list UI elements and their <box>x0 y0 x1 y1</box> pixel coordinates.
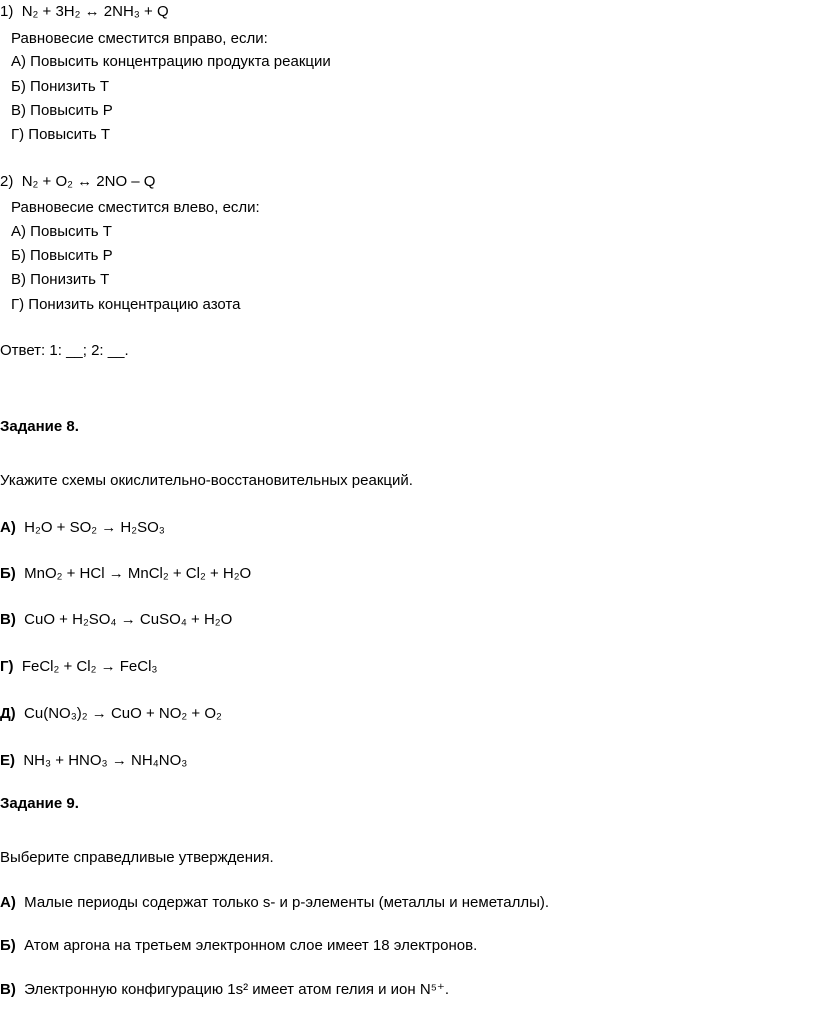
question-1-prompt: Равновесие сместится вправо, если: <box>11 30 268 47</box>
task-9-item-b <box>0 938 477 953</box>
task-8-title: Задание 8. <box>0 418 79 435</box>
answer-line: Ответ: 1: __; 2: __. <box>0 342 129 359</box>
task-8-item-f <box>0 753 187 768</box>
task-9-item-text: Электронную конфигурацию 1s² имеет атом гелия и ион N⁵⁺. <box>24 981 449 998</box>
task-8-item-text: MnO₂ + HCl → MnCl₂ + Cl₂ + H₂O <box>24 565 252 582</box>
question-1-number: 1) <box>0 3 14 20</box>
task-9-item-label: В) <box>0 981 16 998</box>
task-8-item-b <box>0 566 251 581</box>
question-2-number: 2) <box>0 173 14 190</box>
question-2-equation-line <box>0 174 155 189</box>
task-8-item-text: NH₃ + HNO₃ → NH₄NO₃ <box>23 752 188 769</box>
task-8-item-d <box>0 659 158 674</box>
question-1-equation: N₂ + 3H₂ ↔ 2NH₃ + Q <box>21 3 169 20</box>
task-8-item-text: CuO + H₂SO₄ → CuSO₄ + H₂O <box>24 611 233 628</box>
task-8-item-label: Г) <box>0 658 14 675</box>
task-9-title: Задание 9. <box>0 795 79 812</box>
task-8-item-text: FeCl₂ + Cl₂ → FeCl₃ <box>21 658 158 675</box>
question-2-prompt: Равновесие сместится влево, если: <box>11 199 260 216</box>
question-1-option-c: В) Повысить Р <box>11 102 113 119</box>
task-8-item-e <box>0 706 222 721</box>
task-8-item-a <box>0 520 165 535</box>
task-8-item-c <box>0 612 232 627</box>
question-2-equation: N₂ + O₂ ↔ 2NO – Q <box>21 173 156 190</box>
task-8-item-label: Д) <box>0 705 16 722</box>
task-9-item-label: А) <box>0 894 16 911</box>
question-1-equation-line <box>0 4 169 19</box>
task-9-item-label: Б) <box>0 937 16 954</box>
task-8-item-text: Cu(NO₃)₂ → CuO + NO₂ + O₂ <box>24 705 222 722</box>
task-8-item-text: H₂O + SO₂ → H₂SO₃ <box>24 519 165 536</box>
task-9-item-a <box>0 895 549 910</box>
task-9-item-text: Малые периоды содержат только s- и p-элементы (металлы и неметаллы). <box>24 894 550 911</box>
question-2-option-a: А) Повысить Т <box>11 223 112 240</box>
question-1-option-b: Б) Понизить Т <box>11 78 110 95</box>
task-8-item-label: Б) <box>0 565 16 582</box>
question-2-option-c: В) Понизить Т <box>11 271 110 288</box>
task-9-item-text: Атом аргона на третьем электронном слое имеет 18 электронов. <box>24 937 478 954</box>
task-8-prompt: Укажите схемы окислительно-восстановительных реакций. <box>0 472 413 489</box>
question-1-option-d: Г) Повысить Т <box>11 126 111 143</box>
task-9-item-c <box>0 982 449 997</box>
task-8-item-label: Е) <box>0 752 15 769</box>
question-1-option-a: А) Повысить концентрацию продукта реакции <box>11 53 331 70</box>
task-8-item-label: В) <box>0 611 16 628</box>
task-8-item-label: А) <box>0 519 16 536</box>
task-9-prompt: Выберите справедливые утверждения. <box>0 849 274 866</box>
question-2-option-d: Г) Понизить концентрацию азота <box>11 296 241 313</box>
question-2-option-b: Б) Повысить Р <box>11 247 113 264</box>
